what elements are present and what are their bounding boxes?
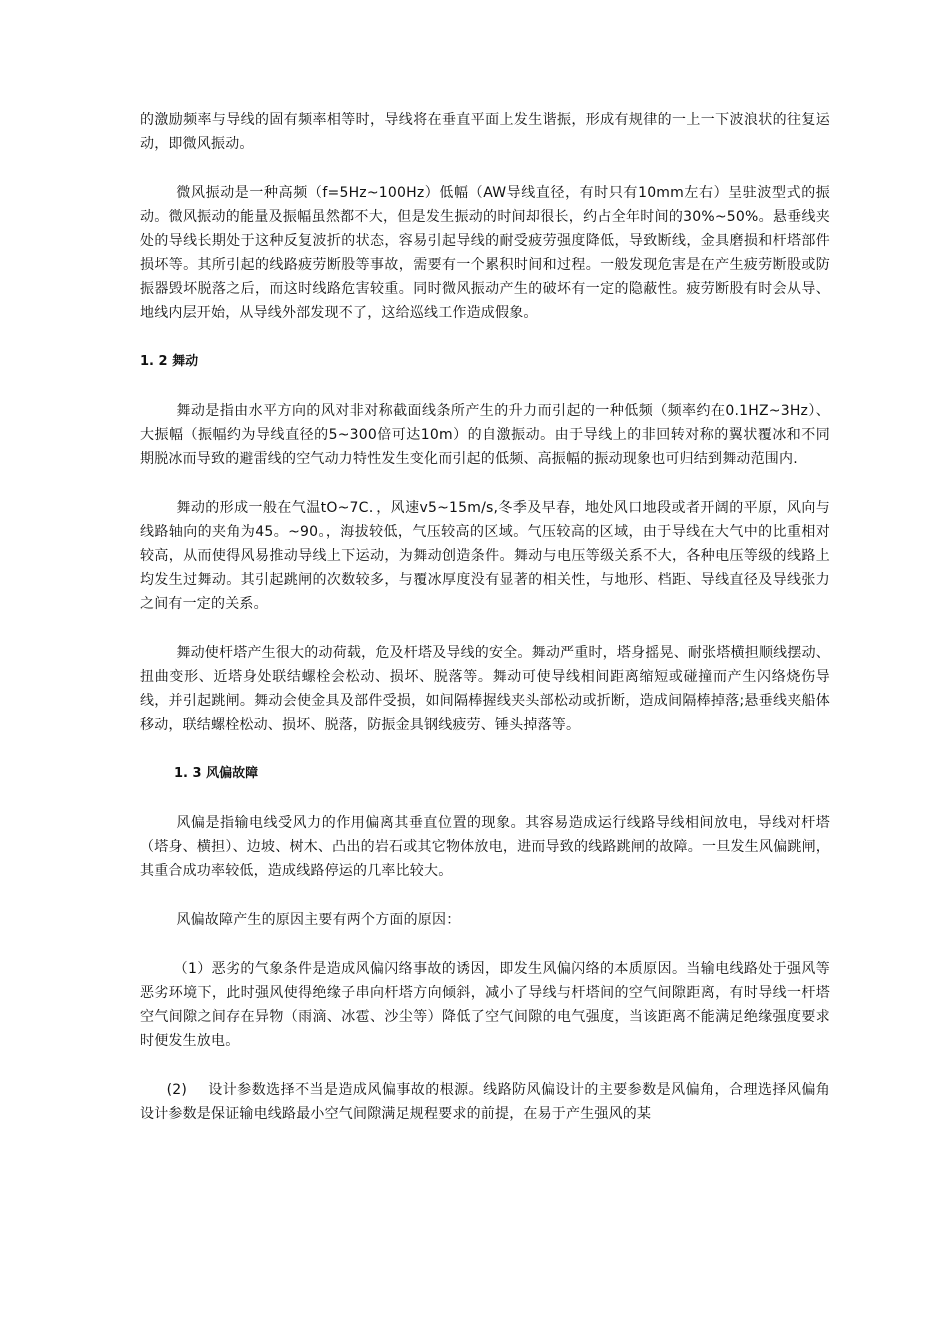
- section-heading-1-3: 1. 3 风偏故障: [174, 766, 259, 781]
- paragraph-wind-deflection-definition: 风偏是指输电线受风力的作用偏离其垂直位置的现象。其容易造成运行线路导线相间放电，导线对杆塔（塔身、横担）、边坡、树木、凸出的岩石或其它物体放电，进而导致的线路跳闸的故障。一旦发生风偏跳闸，其重合成功率较低，造成线路停运的几率比较大。: [140, 815, 830, 879]
- paragraph-continuation: 的激励频率与导线的固有频率相等时，导线将在垂直平面上发生谐振，形成有规律的一上一下波浪状的往复运动，即微风振动。: [140, 112, 830, 152]
- document-page: [140, 108, 830, 1126]
- paragraph-cause-1: （1）恶劣的气象条件是造成风偏闪络事故的诱因，即发生风偏闪络的本质原因。当输电线路处于强风等恶劣环境下，此时强风使得绝缘子串向杆塔方向倾斜，减小了导线与杆塔间的空气间隙距离，有时导线一杆塔空气间隙之间存在异物（雨滴、冰雹、沙尘等）降低了空气间隙的电气强度，当该距离不能满足绝缘强度要求时便发生放电。: [140, 961, 830, 1049]
- paragraph-galloping-formation: 舞动的形成一般在气温tO~7C．，风速v5~15m/s,冬季及早春，地处风口地段或者开阔的平原，风向与线路轴向的夹角为45。~90。，海拔较低，气压较高的区域。气压较高的区域，由于导线在大气中的比重相对较高，从而使得风易推动导线上下运动，为舞动创造条件。舞动与电压等级关系不大，各种电压等级的线路上均发生过舞动。其引起跳闸的次数较多，与覆冰厚度没有显著的相关性，与地形、档距、导线直径及导线张力之间有一定的关系。: [140, 500, 830, 612]
- paragraph-breeze-vibration: 微风振动是一种高频（f=5Hz~100Hz）低幅（AW导线直径，有时只有10mm左右）呈驻波型式的振动。微风振动的能量及振幅虽然都不大，但是发生振动的时间却很长，约占全年时间的30%~50%。悬垂线夹处的导线长期处于这种反复波折的状态，容易引起导线的耐受疲劳强度降低，导致断线，金具磨损和杆塔部件损坏等。其所引起的线路疲劳断股等事故，需要有一个累积时间和过程。一般发现危害是在产生疲劳断股或防振器毁坏脱落之后，而这时线路危害较重。同时微风振动产生的破坏有一定的隐蔽性。疲劳断股有时会从导、地线内层开始，从导线外部发现不了，这给巡线工作造成假象。: [140, 185, 830, 321]
- list-number: (2): [166, 1082, 188, 1098]
- paragraph-galloping-definition: 舞动是指由水平方向的风对非对称截面线条所产生的升力而引起的一种低频（频率约在0.1HZ~3Hz）、大振幅（振幅约为导线直径的5~300倍可达10m）的自激振动。由于导线上的非回转对称的翼状覆冰和不同期脱冰而导致的避雷线的空气动力特性发生变化而引起的低频、高振幅的振动现象也可归结到舞动范围内.: [140, 403, 830, 467]
- section-heading-1-2: 1. 2 舞动: [140, 354, 199, 369]
- paragraph-cause-2-text: 设计参数选择不当是造成风偏事故的根源。线路防风偏设计的主要参数是风偏角，合理选择风偏角设计参数是保证输电线路最小空气间隙满足规程要求的前提，在易于产生强风的某: [140, 1082, 830, 1122]
- paragraph-cause-2: [140, 1078, 830, 1126]
- paragraph-causes-intro: 风偏故障产生的原因主要有两个方面的原因：: [176, 912, 461, 928]
- paragraph-galloping-effects: 舞动使杆塔产生很大的动荷载，危及杆塔及导线的安全。舞动严重时，塔身摇晃、耐张塔横担顺线摆动、扭曲变形、近塔身处联结螺栓会松动、损坏、脱落等。舞动可使导线相间距离缩短或碰撞而产生闪络烧伤导线，并引起跳闸。舞动会使金具及部件受损，如间隔棒握线夹头部松动或折断，造成间隔棒掉落;悬垂线夹船体移动，联结螺栓松动、损坏、脱落，防振金具钢线疲劳、锤头掉落等。: [140, 645, 830, 733]
